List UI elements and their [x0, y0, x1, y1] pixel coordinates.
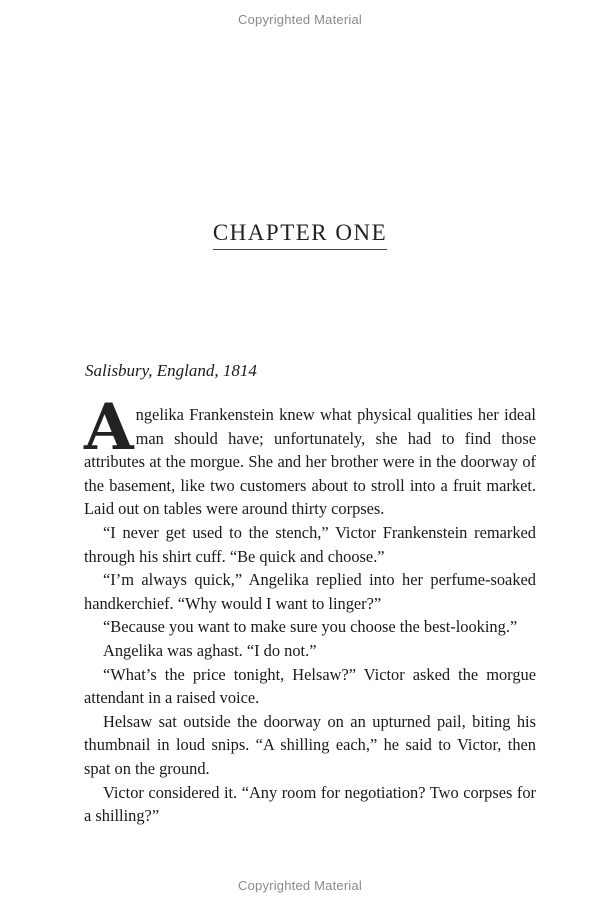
- copyright-watermark-bottom: Copyrighted Material: [238, 878, 362, 893]
- chapter-title: CHAPTER ONE: [213, 220, 387, 250]
- paragraph-3: “I’m always quick,” Angelika replied into her perfume-soaked handkerchief. “Why would I want to linger?”: [84, 570, 536, 613]
- paragraph-1: [84, 390, 536, 521]
- paragraph-5: Angelika was aghast. “I do not.”: [103, 640, 317, 660]
- paragraph-7: Helsaw sat outside the doorway on an upturned pail, biting his thumbnail in loud snips. “A shilling each,” he said to Victor, then spat on the ground.: [84, 711, 536, 778]
- paragraph-6: “What’s the price tonight, Helsaw?” Victor asked the morgue attendant in a raised voice.: [84, 664, 536, 708]
- chapter-heading: [0, 220, 600, 250]
- paragraph-1-text: ngelika Frankenstein knew what physical qualities her ideal man should have; unfortunately, she had to find those attributes at the morgue. She and her brother were in the doorway of the basement, like two customers about to stroll into a fruit market. Laid out on tables were around thirty corpses.: [84, 405, 536, 519]
- copyright-watermark-top: Copyrighted Material: [238, 12, 362, 27]
- paragraph-2: “I never get used to the stench,” Victor Frankenstein remarked through his shirt cuff. “Be quick and choose.”: [84, 522, 536, 566]
- paragraph-4: “Because you want to make sure you choose the best-looking.”: [103, 617, 518, 637]
- drop-cap: A: [84, 390, 134, 465]
- paragraph-8: Victor considered it. “Any room for negotiation? Two corpses for a shilling?”: [84, 782, 536, 826]
- place-date-line: Salisbury, England, 1814: [85, 361, 257, 380]
- chapter-body: [84, 390, 536, 828]
